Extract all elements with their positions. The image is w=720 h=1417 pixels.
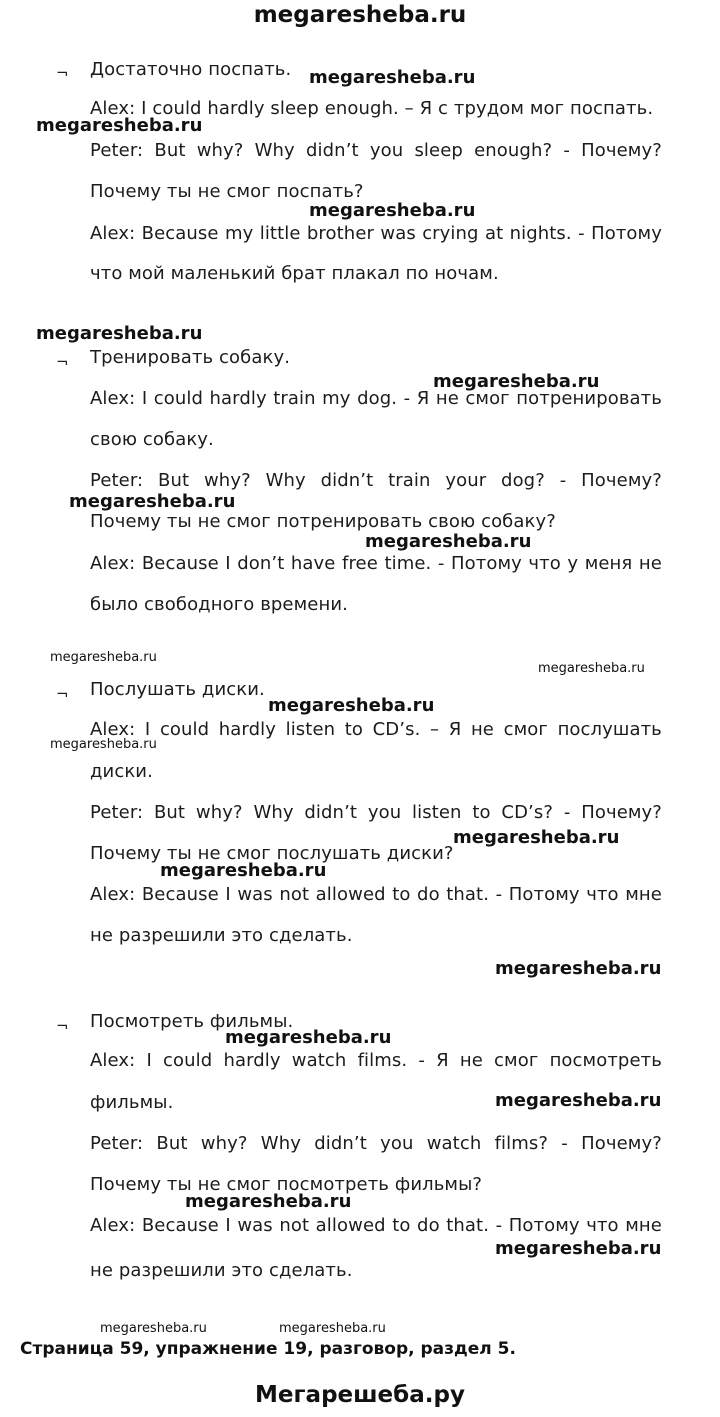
word: didn’t [314, 1133, 367, 1154]
word: послушать [557, 719, 662, 740]
word: I [225, 884, 231, 905]
word: Почему? [581, 470, 662, 491]
watermark: megaresheba.ru [495, 1090, 662, 1111]
word: потренировать [516, 388, 662, 409]
word: у [567, 553, 579, 574]
word: Because [141, 1215, 219, 1236]
word: sleep [414, 140, 463, 161]
word: Почему? [581, 140, 662, 161]
word: nights. [509, 223, 572, 244]
word: - [495, 884, 503, 905]
word: train [273, 388, 316, 409]
word: меня [584, 553, 633, 574]
word: enough? [474, 140, 553, 161]
site-footer: Мегарешеба.ру [255, 1382, 465, 1408]
watermark: megaresheba.ru [268, 695, 435, 716]
section-4-line-5 [90, 1215, 662, 1236]
word: your [445, 470, 487, 491]
word: not [279, 884, 310, 905]
word: do [417, 884, 440, 905]
word: dog. [357, 388, 398, 409]
word: CD’s. [372, 719, 421, 740]
section-2-line-6: было свободного времени. [90, 594, 348, 615]
word: to [392, 1215, 411, 1236]
word: CD’s? [501, 802, 554, 823]
word: why? [203, 470, 251, 491]
word: не [470, 719, 494, 740]
word: could [159, 719, 210, 740]
word: was [237, 1215, 273, 1236]
section-3-line-1 [90, 719, 662, 740]
word: посмотреть [549, 1050, 662, 1071]
word: - [563, 140, 570, 161]
section-3-line-3 [90, 802, 662, 823]
section-2-title: Тренировать собаку. [90, 347, 291, 368]
word: hardly [223, 1050, 281, 1071]
word: watch [291, 1050, 347, 1071]
word: why? [200, 1133, 248, 1154]
watermark: megaresheba.ru [495, 958, 662, 979]
section-3-line-2: диски. [90, 761, 153, 782]
word: didn’t [320, 470, 374, 491]
word: Why [253, 802, 294, 823]
word: why? [196, 140, 244, 161]
word: time. [384, 553, 432, 574]
word: - [495, 1215, 503, 1236]
word: Почему? [581, 802, 662, 823]
word: Alex: [90, 223, 136, 244]
section-3-line-6: не разрешили это сделать. [90, 925, 353, 946]
bullet-icon: ¬ [56, 685, 69, 703]
watermark: megaresheba.ru [279, 1321, 386, 1336]
word: - [561, 1133, 568, 1154]
word: Because [141, 884, 219, 905]
word: hardly [218, 719, 276, 740]
word: что [586, 884, 619, 905]
word: you [369, 140, 404, 161]
word: что [528, 553, 561, 574]
word: I [141, 388, 148, 409]
word: to [344, 719, 364, 740]
word: Why [254, 140, 295, 161]
section-3-line-4: Почему ты не смог послушать диски? [90, 843, 454, 864]
word: dog? [501, 470, 545, 491]
section-1-line-3: Почему ты не смог поспать? [90, 181, 364, 202]
watermark: megaresheba.ru [50, 650, 157, 665]
word: Because [141, 223, 219, 244]
word: films? [494, 1133, 549, 1154]
watermark: megaresheba.ru [453, 827, 620, 848]
word: crying [422, 223, 479, 244]
word: смог [494, 1050, 539, 1071]
section-2-line-4: Почему ты не смог потренировать свою собаку? [90, 511, 556, 532]
bullet-icon: ¬ [56, 64, 69, 82]
section-1-line-5: что мой маленький брат плакал по ночам. [90, 263, 499, 284]
word: didn’t [306, 140, 359, 161]
word: was [237, 884, 273, 905]
word: train [388, 470, 431, 491]
section-3-line-5 [90, 884, 662, 905]
word: Peter: [90, 470, 144, 491]
section-1-line-1: Alex: I could hardly sleep enough. – Я с трудом мог поспать. [90, 98, 654, 119]
watermark: megaresheba.ru [309, 200, 476, 221]
section-2-line-3 [90, 470, 662, 491]
watermark: megaresheba.ru [160, 860, 327, 881]
watermark: megaresheba.ru [433, 371, 600, 392]
word: But [156, 1133, 188, 1154]
word: - [563, 802, 571, 823]
watermark: megaresheba.ru [69, 491, 236, 512]
word: you [380, 1133, 414, 1154]
word: Alex: [90, 1050, 136, 1071]
section-4-title: Посмотреть фильмы. [90, 1011, 294, 1032]
word: I [146, 1050, 152, 1071]
site-header: megaresheba.ru [253, 2, 467, 28]
word: Peter: [90, 1133, 144, 1154]
word: смог [465, 388, 510, 409]
word: was [380, 223, 416, 244]
word: But [158, 470, 190, 491]
word: But [154, 140, 186, 161]
word: that. [446, 1215, 490, 1236]
section-3-title: Послушать диски. [90, 679, 265, 700]
word: listen [412, 802, 462, 823]
word: why? [195, 802, 243, 823]
watermark: megaresheba.ru [36, 115, 203, 136]
word: - [403, 388, 411, 409]
word: Peter: [90, 802, 144, 823]
word: смог [503, 719, 548, 740]
word: don’t [237, 553, 285, 574]
watermark: megaresheba.ru [50, 737, 157, 752]
word: I [225, 553, 231, 574]
word: you [367, 802, 402, 823]
word: I [225, 1215, 231, 1236]
word: Потому [508, 884, 580, 905]
word: do [417, 1215, 440, 1236]
word: - [559, 470, 567, 491]
watermark: megaresheba.ru [495, 1238, 662, 1259]
watermark: megaresheba.ru [36, 323, 203, 344]
word: Почему? [581, 1133, 662, 1154]
word: my [322, 388, 351, 409]
word: мне [625, 1215, 662, 1236]
section-4-line-6: не разрешили это сделать. [90, 1260, 353, 1281]
word: Alex: [90, 388, 136, 409]
word: films. [357, 1050, 408, 1071]
word: Alex: [90, 1215, 136, 1236]
section-4-line-3 [90, 1133, 662, 1154]
word: Why [265, 470, 306, 491]
section-1-line-4 [90, 223, 662, 244]
word: Peter: [90, 140, 144, 161]
word: Я [436, 1050, 449, 1071]
word: не [638, 553, 662, 574]
word: что [586, 1215, 619, 1236]
word: Потому [591, 223, 662, 244]
word: allowed [315, 884, 386, 905]
word: Alex: [90, 884, 136, 905]
watermark: megaresheba.ru [100, 1321, 207, 1336]
word: hardly [209, 388, 267, 409]
word: watch [426, 1133, 482, 1154]
word: Я [416, 388, 430, 409]
word: Why [260, 1133, 301, 1154]
word: Потому [508, 1215, 580, 1236]
word: Alex: [90, 553, 136, 574]
bullet-icon: ¬ [56, 353, 69, 371]
section-4-line-4: Почему ты не смог посмотреть фильмы? [90, 1174, 483, 1195]
word: не [435, 388, 459, 409]
watermark: megaresheba.ru [538, 661, 645, 676]
section-1-title: Достаточно поспать. [90, 59, 292, 80]
word: didn’t [304, 802, 358, 823]
word: I [144, 719, 151, 740]
watermark: megaresheba.ru [185, 1191, 352, 1212]
word: – [430, 719, 440, 740]
word: could [163, 1050, 213, 1071]
watermark: megaresheba.ru [309, 67, 476, 88]
word: - [418, 1050, 425, 1071]
word: allowed [315, 1215, 386, 1236]
word: at [484, 223, 504, 244]
word: мне [625, 884, 662, 905]
word: could [153, 388, 203, 409]
word: my [224, 223, 254, 244]
word: Я [448, 719, 462, 740]
word: not [279, 1215, 310, 1236]
section-4-line-2: фильмы. [90, 1092, 174, 1113]
word: Alex: [90, 719, 136, 740]
watermark: megaresheba.ru [365, 531, 532, 552]
word: to [472, 802, 491, 823]
word: But [153, 802, 186, 823]
word: listen [285, 719, 336, 740]
bullet-icon: ¬ [56, 1017, 69, 1035]
word: Because [141, 553, 219, 574]
word: - [437, 553, 445, 574]
word: have [290, 553, 336, 574]
word: brother [306, 223, 374, 244]
section-2-line-5 [90, 553, 662, 574]
word: не [459, 1050, 483, 1071]
word: to [392, 884, 411, 905]
watermark: megaresheba.ru [225, 1027, 392, 1048]
word: Потому [451, 553, 522, 574]
word: free [342, 553, 378, 574]
word: little [259, 223, 301, 244]
section-2-line-2: свою собаку. [90, 429, 214, 450]
section-1-line-2 [90, 140, 662, 161]
page-caption: Страница 59, упражнение 19, разговор, раздел 5. [20, 1339, 516, 1359]
section-4-line-1 [90, 1050, 662, 1071]
word: that. [446, 884, 490, 905]
word: - [578, 223, 585, 244]
